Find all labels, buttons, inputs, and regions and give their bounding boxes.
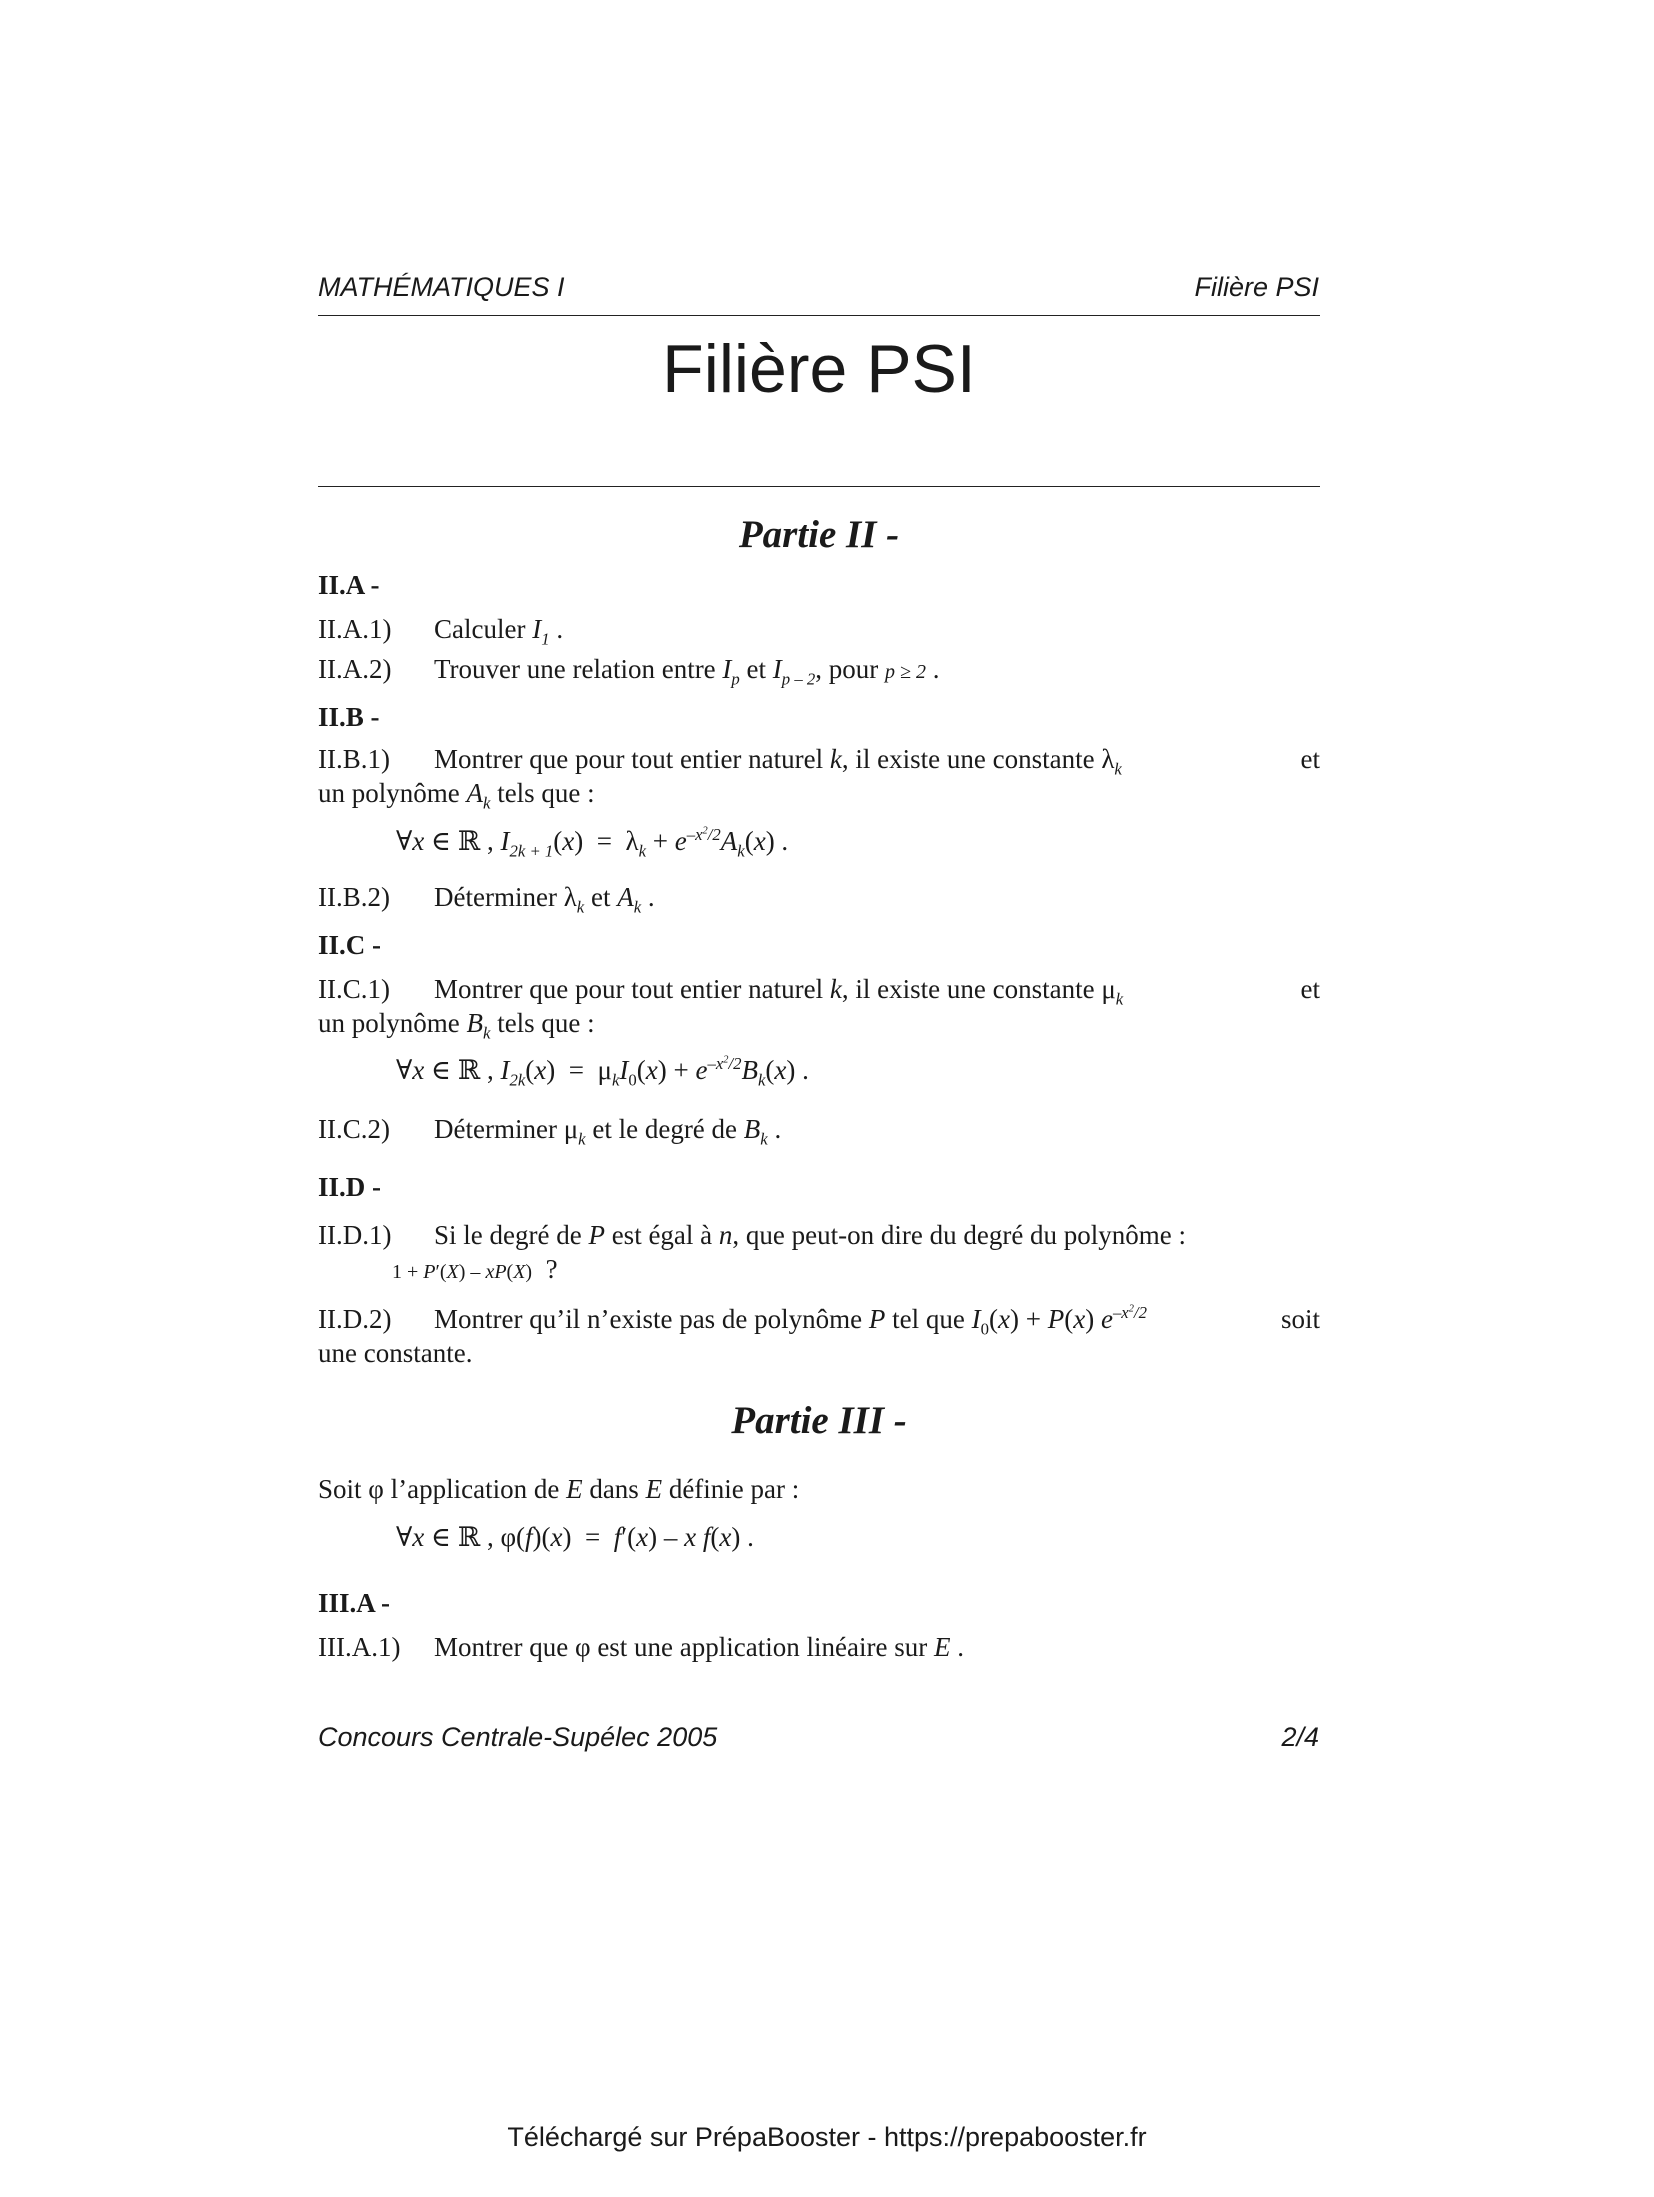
- math-expression: P: [588, 1220, 605, 1250]
- question-number: II.A.1): [318, 614, 392, 644]
- question-text: Trouver une relation entre: [434, 654, 716, 684]
- question-text: , il existe une constante: [841, 974, 1095, 1004]
- question-iid2: [318, 1302, 1320, 1370]
- question-text: et: [1300, 744, 1320, 774]
- header-subject: MATHÉMATIQUES I: [318, 272, 565, 302]
- section-iid-label: II.D -: [318, 1172, 382, 1202]
- header-rule: [318, 315, 1320, 316]
- question-text: définie par :: [668, 1474, 800, 1504]
- question-iic2: II.C.2) Déterminer $\mu_k$ et le degré de $B_k$ .: [318, 1114, 782, 1149]
- section-iic-label: II.C -: [318, 930, 382, 960]
- math-expression: 1 + P′(X) – xP(X): [392, 1261, 533, 1283]
- question-text: dans: [589, 1474, 639, 1504]
- math-expression: n: [718, 1220, 733, 1250]
- math-expression: $\lambda_k$: [563, 882, 585, 917]
- math-expression: k: [829, 744, 842, 774]
- question-text: et le degré de: [592, 1114, 738, 1144]
- partie-iii-intro: [318, 1472, 1320, 1506]
- question-iia1: II.A.1) Calculer $I_1$ .: [318, 614, 564, 649]
- question-number: II.B.2): [318, 882, 390, 912]
- math-expression: $I_{p - 2}$: [772, 654, 816, 689]
- question-number: II.B.1): [318, 744, 390, 774]
- footer-page-number: 2/4: [1281, 1722, 1319, 1752]
- question-text: Montrer que pour tout entier naturel: [434, 744, 824, 774]
- question-number: II.C.1): [318, 974, 390, 1004]
- question-text: soit: [1280, 1304, 1320, 1334]
- question-number: III.A.1): [318, 1632, 401, 1662]
- question-iib1: [318, 742, 1320, 813]
- question-text: , pour: [815, 654, 879, 684]
- math-expression: $A_k$: [466, 778, 491, 813]
- question-iib2: II.B.2) Déterminer $\lambda_k$ et $A_k$ .: [318, 882, 655, 917]
- question-text: tels que :: [497, 1008, 595, 1038]
- math-expression: $I_0(x) + P(x)$ $e^{-x^2/2}$: [971, 1303, 1147, 1339]
- equation-iib1: ∀x ∈ ℝ , $I_{2k + 1}(x) = \lambda_k + e^{-x^2/2}A_k(x)$ .: [396, 825, 789, 861]
- question-text: Déterminer: [434, 882, 557, 912]
- math-expression: k: [829, 974, 842, 1004]
- math-expression: E: [566, 1474, 583, 1504]
- math-expression: $I_1$: [532, 614, 550, 649]
- equation-iii-phi: ∀x ∈ ℝ , φ(f)(x) = f′(x) – x f(x) .: [396, 1522, 754, 1552]
- math-expression: $B_k$: [743, 1114, 768, 1149]
- math-expression: $B_k$: [466, 1008, 491, 1043]
- question-iic1: [318, 972, 1320, 1043]
- math-expression: $A_k$: [617, 882, 642, 917]
- question-text: , que peut-on dire du degré du polynôme :: [732, 1220, 1187, 1250]
- question-number: II.C.2): [318, 1114, 390, 1144]
- page-title: Filière PSI: [662, 331, 976, 407]
- question-text: , il existe une constante: [841, 744, 1095, 774]
- math-expression: $\mu_k$: [563, 1114, 586, 1149]
- math-expression: $\lambda_k$: [1101, 744, 1122, 779]
- section-iib-label: II.B -: [318, 702, 380, 732]
- math-expression: $\mu_k$: [1101, 974, 1124, 1009]
- question-number: II.D.2): [318, 1304, 392, 1334]
- math-expression: E: [645, 1474, 663, 1504]
- question-text: Montrer que pour tout entier naturel: [434, 974, 824, 1004]
- question-text: Calculer: [434, 614, 526, 644]
- equation-iic1: ∀x ∈ ℝ , $I_{2k}(x) = \mu_kI_0(x) + e^{-x^2/2}B_k(x)$ .: [396, 1054, 809, 1090]
- title-rule: [318, 486, 1320, 487]
- question-number: II.A.2): [318, 654, 392, 684]
- section-iia-label: II.A -: [318, 570, 380, 600]
- math-expression: φ: [574, 1632, 591, 1662]
- question-text: est une application linéaire sur: [597, 1632, 928, 1662]
- question-text: et: [590, 882, 611, 912]
- question-iid1: II.D.1) Si le degré de P est égal à n, que peut-on dire du degré du polynôme : 1 + P′(X) – xP(X) ?: [318, 1220, 1187, 1284]
- download-credit: Téléchargé sur PrépaBooster - https://prepabooster.fr: [507, 2122, 1147, 2152]
- math-expression: φ: [368, 1474, 384, 1504]
- question-text: Si le degré de: [434, 1220, 582, 1250]
- question-text: une constante.: [318, 1338, 473, 1368]
- question-text: un polynôme: [318, 1008, 460, 1038]
- question-text: un polynôme: [318, 778, 460, 808]
- math-expression: E: [933, 1632, 951, 1662]
- question-text: tels que :: [497, 778, 595, 808]
- question-text: Soit: [318, 1474, 362, 1504]
- partie-iii-heading: Partie III -: [731, 1399, 907, 1442]
- question-text: Déterminer: [434, 1114, 557, 1144]
- footer-contest: Concours Centrale-Supélec 2005: [318, 1722, 718, 1752]
- question-text: Montrer que: [434, 1632, 569, 1662]
- header-filiere: Filière PSI: [1194, 272, 1319, 302]
- question-text: et: [1300, 974, 1320, 1004]
- section-iiia-label: III.A -: [318, 1588, 391, 1618]
- math-expression: P: [868, 1304, 886, 1334]
- partie-ii-heading: Partie II -: [738, 513, 900, 556]
- question-text: est égal à: [611, 1220, 713, 1250]
- math-expression: $I_p$: [722, 654, 740, 689]
- question-iiia1: III.A.1) Montrer que φ est une application linéaire sur E .: [318, 1632, 964, 1662]
- question-text: tel que: [892, 1304, 965, 1334]
- question-text: l’application de: [390, 1474, 560, 1504]
- question-text: Montrer qu’il n’existe pas de polynôme: [434, 1304, 863, 1334]
- question-text: et: [746, 654, 767, 684]
- math-expression: p ≥ 2: [885, 661, 926, 683]
- question-iia2: II.A.2) Trouver une relation entre $I_p$ et $I_{p - 2}$, pour p ≥ 2 .: [318, 654, 940, 689]
- question-number: II.D.1): [318, 1220, 392, 1250]
